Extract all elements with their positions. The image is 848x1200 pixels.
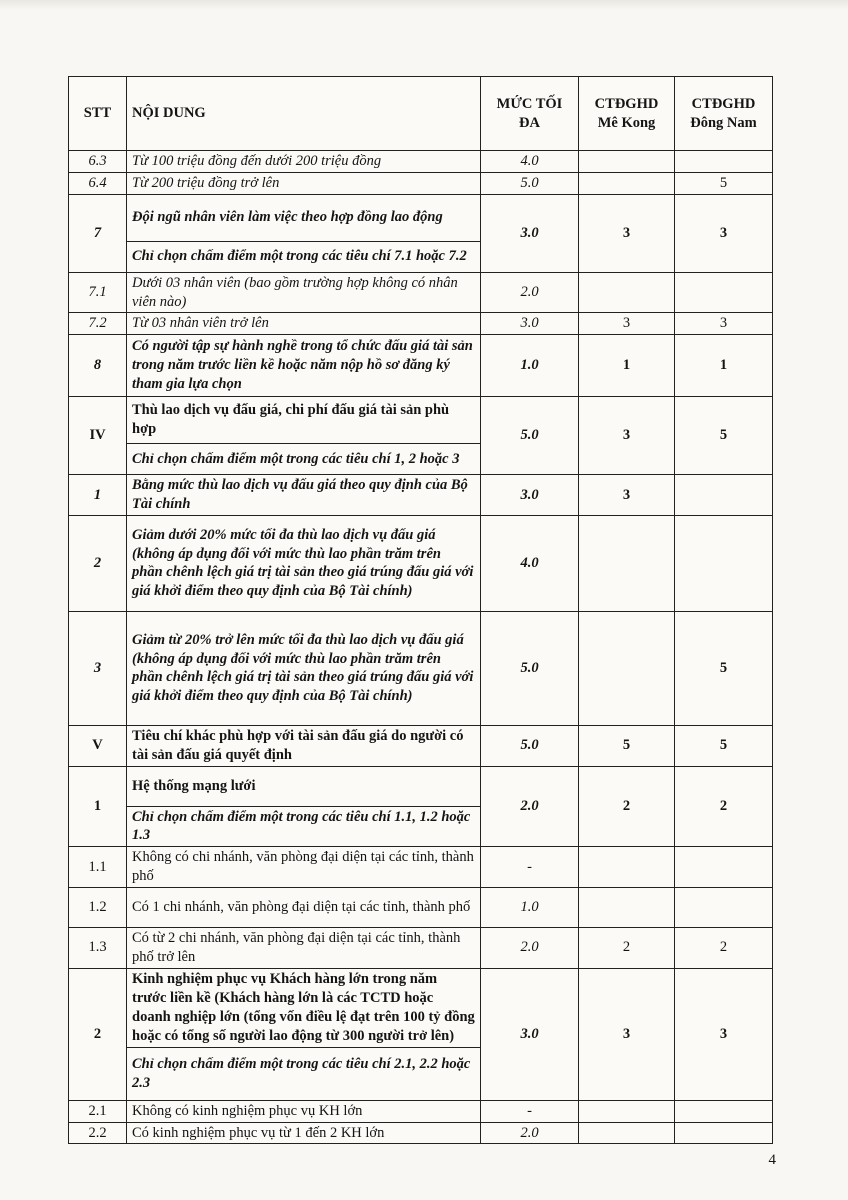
row-score-dongnam: 5 [675,611,773,725]
table-row [69,927,773,968]
row-stt: V [69,725,127,766]
table-row [69,766,773,806]
table-row [69,515,773,611]
row-score-mekong: 3 [579,968,675,1100]
row-score-mekong [579,611,675,725]
row-stt: 2.2 [69,1122,127,1144]
row-content: Dưới 03 nhân viên (bao gồm trường hợp không có nhân viên nào) [127,272,481,313]
row-max-score: 5.0 [481,397,579,475]
row-content: Có từ 2 chi nhánh, văn phòng đại diện tại các tỉnh, thành phố trở lên [127,927,481,968]
row-content: Kinh nghiệm phục vụ Khách hàng lớn trong năm trước liền kề (Khách hàng lớn là các TCTD hoặc doanh nghiệp lớn (tổng vốn điều lệ đạt trên 100 tỷ đồng hoặc có tổng số người lao động từ 300 người trở lên) [127,968,481,1047]
row-sub-instruction: Chỉ chọn chấm điểm một trong các tiêu chí 2.1, 2.2 hoặc 2.3 [127,1047,481,1100]
row-score-dongnam: 1 [675,335,773,397]
row-content: Thù lao dịch vụ đấu giá, chi phí đấu giá tài sản phù hợp [127,397,481,444]
row-max-score: 4.0 [481,151,579,173]
row-stt: 6.4 [69,172,127,194]
row-max-score: 2.0 [481,766,579,847]
row-sub-instruction: Chỉ chọn chấm điểm một trong các tiêu chí 1.1, 1.2 hoặc 1.3 [127,806,481,847]
row-sub-instruction: Chỉ chọn chấm điểm một trong các tiêu chí 1, 2 hoặc 3 [127,444,481,475]
row-stt: IV [69,397,127,475]
row-max-score: 4.0 [481,515,579,611]
table-row [69,847,773,888]
row-max-score: 5.0 [481,725,579,766]
row-max-score: - [481,1100,579,1122]
row-stt: 8 [69,335,127,397]
row-score-mekong: 2 [579,766,675,847]
table-row [69,172,773,194]
table-row [69,1100,773,1122]
row-score-dongnam [675,1100,773,1122]
row-content: Hệ thống mạng lưới [127,766,481,806]
table-row [69,611,773,725]
row-max-score: 5.0 [481,172,579,194]
row-stt: 6.3 [69,151,127,173]
row-sub-instruction: Chỉ chọn chấm điểm một trong các tiêu chí 7.1 hoặc 7.2 [127,241,481,272]
row-score-dongnam [675,887,773,927]
row-max-score: 1.0 [481,887,579,927]
row-score-dongnam [675,847,773,888]
row-content: Bằng mức thù lao dịch vụ đấu giá theo quy định của Bộ Tài chính [127,475,481,516]
row-stt: 2 [69,515,127,611]
row-content: Có 1 chi nhánh, văn phòng đại diện tại các tỉnh, thành phố [127,887,481,927]
row-content: Có người tập sự hành nghề trong tổ chức đấu giá tài sản trong năm trước liền kề hoặc năm nộp hồ sơ đăng ký tham gia lựa chọn [127,335,481,397]
table-row [69,968,773,1047]
row-content: Từ 03 nhân viên trở lên [127,313,481,335]
row-score-dongnam: 3 [675,968,773,1100]
row-score-dongnam: 3 [675,313,773,335]
row-score-dongnam [675,1122,773,1144]
row-content: Từ 200 triệu đồng trở lên [127,172,481,194]
row-stt: 7 [69,194,127,272]
table-row [69,725,773,766]
row-content: Có kinh nghiệm phục vụ từ 1 đến 2 KH lớn [127,1122,481,1144]
scan-edge [0,0,848,10]
row-content: Không có chi nhánh, văn phòng đại diện tại các tỉnh, thành phố [127,847,481,888]
row-score-mekong: 3 [579,194,675,272]
row-stt: 1 [69,766,127,847]
row-max-score: 3.0 [481,194,579,272]
row-score-dongnam [675,515,773,611]
row-max-score: 2.0 [481,1122,579,1144]
row-score-dongnam: 5 [675,725,773,766]
row-score-mekong [579,1100,675,1122]
row-content: Từ 100 triệu đồng đến dưới 200 triệu đồng [127,151,481,173]
row-content: Tiêu chí khác phù hợp với tài sản đấu giá do người có tài sản đấu giá quyết định [127,725,481,766]
row-stt: 1.3 [69,927,127,968]
row-max-score: - [481,847,579,888]
row-stt: 3 [69,611,127,725]
row-content: Đội ngũ nhân viên làm việc theo hợp đồng lao động [127,194,481,241]
row-max-score: 3.0 [481,313,579,335]
table-row [69,272,773,313]
row-max-score: 1.0 [481,335,579,397]
row-content: Giảm từ 20% trở lên mức tối đa thù lao dịch vụ đấu giá (không áp dụng đối với mức thù lao phần trăm trên phần chênh lệch giá trị tài sản theo giá trúng đấu giá với giá khởi điểm theo quy định của Bộ Tài chính) [127,611,481,725]
row-score-mekong [579,272,675,313]
row-score-mekong [579,151,675,173]
row-stt: 7.2 [69,313,127,335]
row-stt: 2 [69,968,127,1100]
row-score-mekong: 1 [579,335,675,397]
row-score-mekong [579,172,675,194]
row-score-mekong [579,1122,675,1144]
row-stt: 2.1 [69,1100,127,1122]
row-score-mekong [579,887,675,927]
table-row [69,397,773,444]
row-score-mekong [579,847,675,888]
row-max-score: 2.0 [481,272,579,313]
table-row [69,335,773,397]
row-score-dongnam [675,151,773,173]
table-row [69,151,773,173]
row-max-score: 3.0 [481,968,579,1100]
row-max-score: 2.0 [481,927,579,968]
row-score-dongnam: 5 [675,172,773,194]
header-stt: STT [69,77,127,151]
table-row [69,887,773,927]
row-score-mekong: 3 [579,397,675,475]
row-max-score: 3.0 [481,475,579,516]
row-content: Giảm dưới 20% mức tối đa thù lao dịch vụ đấu giá (không áp dụng đối với mức thù lao phần trăm trên phần chênh lệch giá trị tài sản theo giá trúng đấu giá với giá khởi điểm theo quy định của Bộ Tài chính) [127,515,481,611]
table-row [69,313,773,335]
row-score-dongnam: 2 [675,927,773,968]
row-stt: 1.2 [69,887,127,927]
row-score-dongnam [675,272,773,313]
table-row [69,1122,773,1144]
row-score-mekong: 2 [579,927,675,968]
row-score-dongnam: 2 [675,766,773,847]
row-content: Không có kinh nghiệm phục vụ KH lớn [127,1100,481,1122]
scoring-table [68,76,773,1144]
page-number: 4 [768,1152,776,1168]
row-score-mekong: 5 [579,725,675,766]
row-score-mekong [579,515,675,611]
table-row [69,475,773,516]
header-ctdghd-dongnam: CTĐGHD Đông Nam [675,77,773,151]
row-stt: 1 [69,475,127,516]
row-score-dongnam [675,475,773,516]
header-ctdghd-mekong: CTĐGHD Mê Kong [579,77,675,151]
row-score-mekong: 3 [579,475,675,516]
row-score-mekong: 3 [579,313,675,335]
table-header-row [69,77,773,151]
header-muc-toi-da: MỨC TỐI ĐA [481,77,579,151]
row-max-score: 5.0 [481,611,579,725]
header-noi-dung: NỘI DUNG [127,77,481,151]
row-score-dongnam: 5 [675,397,773,475]
row-stt: 1.1 [69,847,127,888]
row-score-dongnam: 3 [675,194,773,272]
table-row [69,194,773,241]
row-stt: 7.1 [69,272,127,313]
